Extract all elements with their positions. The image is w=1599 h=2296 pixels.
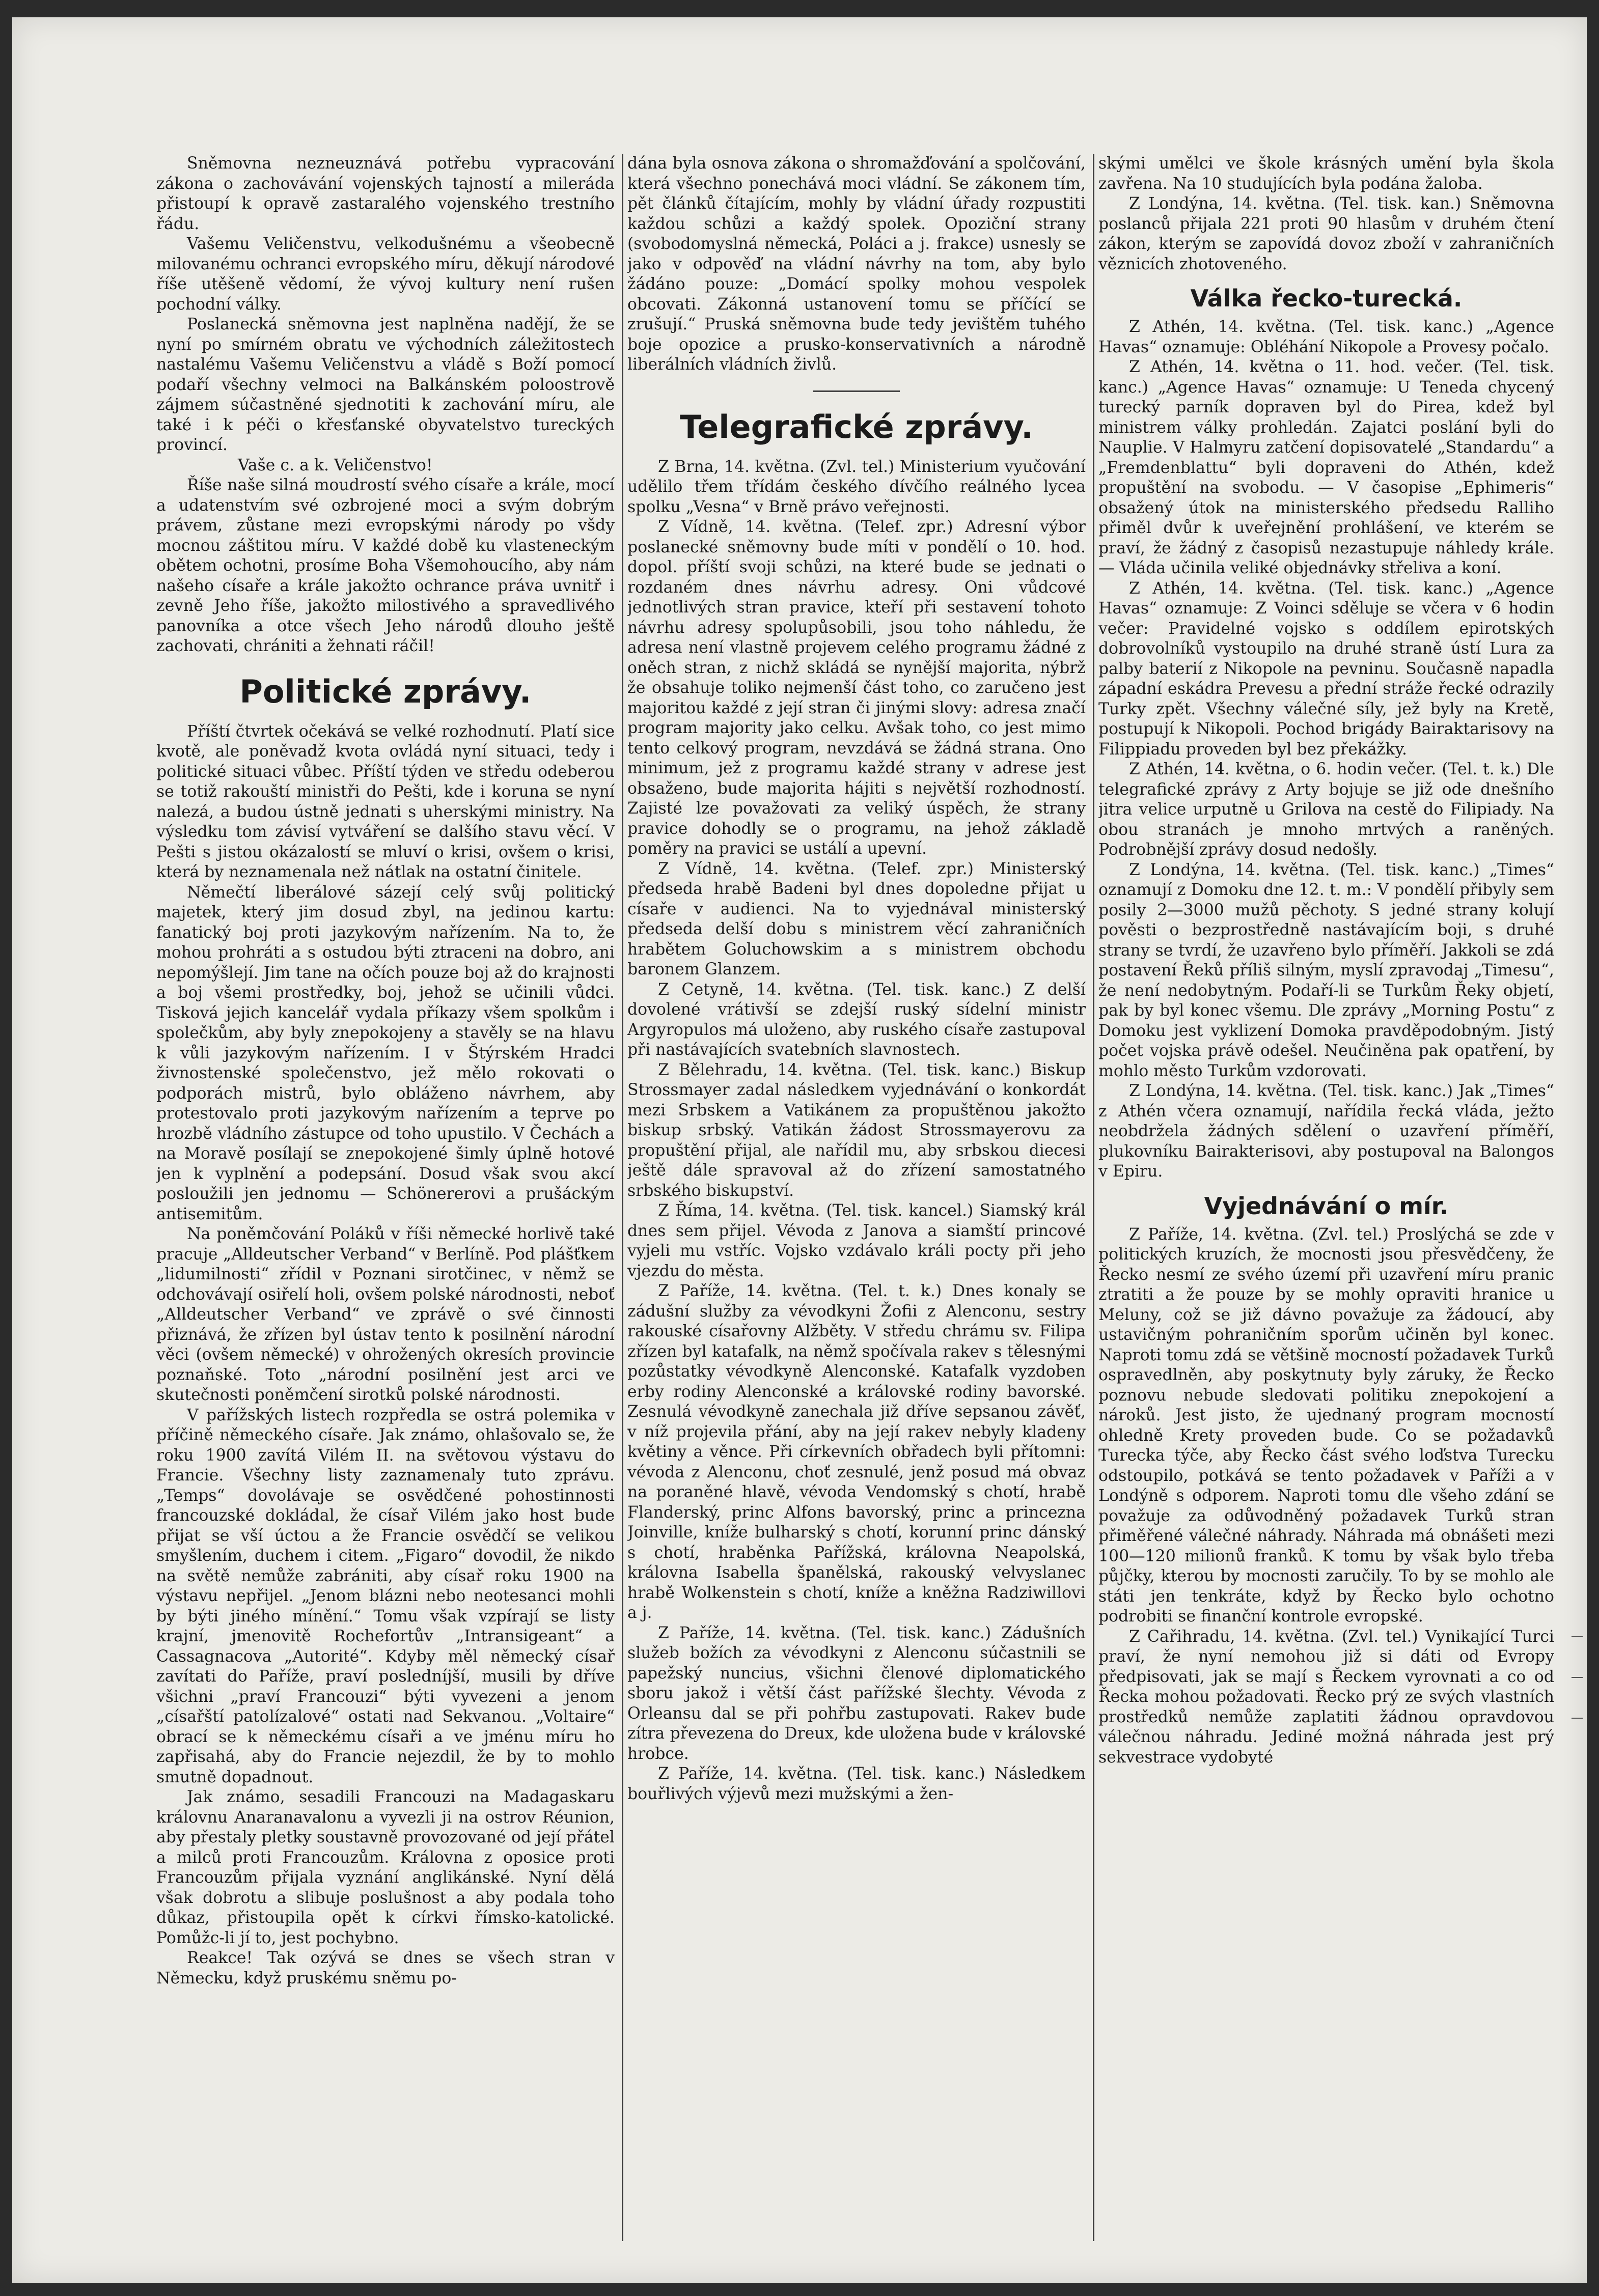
paragraph: Z Londýna, 14. května. (Tel. tisk. kanc.) Jak „Times“ z Athén včera oznamují, nařídila řecká vláda, ježto neobdržela žádných sdělení o uzavření příměří, plukovníku Bairakterisovi, aby postupoval na Balongos v Epiru. xyxy=(1098,1082,1554,1181)
section-heading-politicke-zpravy: Politické zprávy. xyxy=(239,673,532,710)
paragraph: Říše naše silná moudrostí svého císaře a krále, mocí a udatenstvím své ozbrojené moci a svým dobrým právem, zůstane mezi evropskými národy po všdy mocnou záštitou míru. V každé době ku vlasteneckým obětem ochotni, prosíme Boha Všemohoucího, aby nám našeho císaře a krále jakožto ochrance práva uvnitř i zevně Jeho říše, jakožto milostivého a spravedlivého panovníka a otce všech Jeho národů dlouho ještě zachovati, chrániti a žehnati ráčil! xyxy=(156,476,615,655)
paragraph: Na poněmčování Poláků v říši německé horlivě také pracuje „Alldeutscher Verband“ v Berlíně. Pod plášťkem „lidumilnosti“ zřídil v Poznani sirotčinec, v němž se odchovávají osiřelí holi, ovšem polské národnosti, neboť „Alldeutscher Verband“ ve zprávě o své činnosti přiznává, že zřízen byl ústav tento k posilnění národní věci (ovšem německé) v ohrožených okresích provincie poznaňské. Toto „národní posilnění jest arci ve skutečnosti poněmčení sirotků polské národnosti. xyxy=(156,1225,615,1404)
paragraph: Vašemu Veličenstvu, velkodušnému a všeobecně milovanému ochranci evropského míru, děkují národové říše utěšeně vědomí, že vývoj kultury není rušen pochodní války. xyxy=(156,235,615,314)
paragraph: Příští čtvrtek očekává se velké rozhodnutí. Platí sice kvotě, ale poněvadž kvota ovládá nyní situaci, tedy i politické situaci vůbec. Příští týden ve středu odeberou se totiž rakouští ministři do Pešti, kde i koruna se nyní nalezá, a budou ústně jednati s uherskými ministry. Na výsledku tom závisí vytváření se dalšího stavu věcí. V Pešti s jistou okázalostí se mluví o krisi, ovšem o krisi, která by neznamenala než nátlak na ostatní činitele. xyxy=(156,722,615,881)
column-divider xyxy=(1093,154,1094,2241)
paragraph: Z Athén, 14. května o 11. hod. večer. (Tel. tisk. kanc.) „Agence Havas“ oznamuje: U Teneda chycený turecký parník dopraven byl do Pirea, kdež byl ministrem války prohledán. Zajatci poslání byli do Nauplie. V Halmyru zatčení dopisovatelé „Standardu“ a „Fremdenblattu“ byli dopraveni do Athén, kdež propuštění na svobodu. — V časopise „Ephimeris“ obsažený útok na ministerského předsedu Ralliho přiměl dvůr k uveřejnění prohlášení, ve kterém se praví, že žádný z časopisů nezastupuje náhledy krále. — Vláda učinila veliké objednávky střeliva a koní. xyxy=(1098,358,1554,577)
paragraph: Z Athén, 14. května. (Tel. tisk. kanc.) „Agence Havas“ oznamuje: Z Voinci sděluje se včera v 6 hodin večer: Pravidelné vojsko s oddílem epirotských dobrovolníků vystoupilo na druhé straně ústí Lura za palby baterií z Nikopole na pevninu. Současně napadla západní eskádra Prevesu a přední stráže řecké odrazily Turky zpět. Všechny válečné síly, jež byly na Kretě, postupují k Nikopoli. Pochod brigády Bairaktarisovy na Filippiadu proveden byl bez překážky. xyxy=(1098,579,1554,759)
paragraph: Jak známo, sesadili Francouzi na Madagaskaru královnu Anaranavalonu a vyvezli ji na ostrov Réunion, aby přestaly pletky soustavně provozované od její přátel a milců proti Francouzům. Královna z oposice proti Francouzům přijala vyznání anglikánské. Nyní dělá však dobrotu a slibuje poslušnost a aby podala toho důkaz, přistoupila opět k církvi římsko-katolické. Pomůžc-li jí to, jest pochybno. xyxy=(156,1788,615,1947)
column-2 xyxy=(627,154,1086,2256)
section-heading-telegraficke-zpravy: Telegrafické zprávy. xyxy=(680,408,1033,445)
paragraph: Z Londýna, 14. května. (Tel. tisk. kanc.) „Times“ oznamují z Domoku dne 12. t. m.: V pondělí přibyly sem posily 2—3000 mužů pěchoty. S jedné strany kolují pověsti o bezprostředně nastávajícím boji, s druhé strany se tvrdí, že uzavřeno bylo příměří. Jakkoli se zdá postavení Řeků příliš silným, myslí zpravodaj „Timesu“, že není nedobytným. Podaří-li se Turkům Řeky objetí, pak by byl konec všemu. Dle zprávy „Morning Postu“ z Domoku jest vyklizení Domoka pravděpodobným. Jistý počet vojska právě odešel. Neučiněna pak opatření, by mohlo město Turkům vzdorovati. xyxy=(1098,860,1554,1080)
section-heading-valka: Válka řecko-turecká. xyxy=(1190,285,1463,312)
column-1 xyxy=(156,154,615,2256)
paragraph: Z Athén, 14. května, o 6. hodin večer. (Tel. t. k.) Dle telegrafické zprávy z Arty bojuje se již ode dnešního jitra velice urputně u Grilova na cestě do Filipiady. Na obou stranách je mnoho mrtvých a raněných. Podrobnější zprávy dosud nedošly. xyxy=(1098,760,1554,859)
separator-line xyxy=(813,390,900,392)
column-3 xyxy=(1098,154,1554,2256)
paragraph: Z Londýna, 14. května. (Tel. tisk. kan.) Sněmovna poslanců přijala 221 proti 90 hlasům v druhém čtení zákon, kterým se zapovídá dovoz zboží v zahraničních věznicích zhotoveného. xyxy=(1098,194,1554,273)
paragraph: Z Cetyně, 14. května. (Tel. tisk. kanc.) Z delší dovolené vrátivší se zdejší ruský sídelní ministr Argyropulos má uloženo, aby ruského císaře zastupoval při nastávajících svatebních slavnostech. xyxy=(627,980,1086,1059)
paragraph: Vaše c. a k. Veličenstvo! xyxy=(238,456,433,474)
edge-mark xyxy=(1572,1636,1583,1637)
paragraph: Z Říma, 14. května. (Tel. tisk. kancel.) Siamský král dnes sem přijel. Vévoda z Janova a siamští princové vyjeli mu vstříc. Vojsko vzdávalo králi pocty při jeho vjezdu do města. xyxy=(627,1201,1086,1280)
paragraph: Z Cařihradu, 14. května. (Zvl. tel.) Vynikající Turci praví, že nyní nemohou již si dáti od Evropy předpisovati, jak se mají s Řeckem vyrovnati a co od Řecka mohou požadovati. Řecko prý ze svých vlastních prostředků nemůže zaplatiti žádnou opravdovou válečnou náhradu. Jediné možná náhrada jest prý sekvestrace vydobyté xyxy=(1098,1627,1554,1767)
paragraph: Reakce! Tak ozývá se dnes se všech stran v Německu, když pruskému sněmu po- xyxy=(156,1949,615,1987)
paragraph: Z Paříže, 14. května. (Zvl. tel.) Proslýchá se zde v politických kruzích, že mocnosti jsou přesvědčeny, že Řecko nesmí ze svého území při uzavření míru pranic ztratiti a že pouze by se mohly opraviti hranice u Meluny, což se již dávno považuje za žádoucí, aby ustavičným pohraničním sporům učiněn byl konec. Naproti tomu zdá se většině mocností požadavek Turků ospravedlněn, aby poskytnuty byly záruky, že Řecko poznovu nebude sledovati politiku znepokojení a nároků. Jest jisto, že ujednaný program mocností ohledně Krety proveden bude. Co se požadavků Turecka týče, aby Řecko část svého loďstva Turecku odstoupilo, potkává se tento požadavek v Paříži a v Londýně s odporem. Naproti tomu dle všeho zdání se považuje za odůvodněný požadavek Turků stran přiměřené válečné náhrady. Náhrada má obnášeti mezi 100—120 milionů franků. K tomu by však bylo třeba půjčky, kterou by mocnosti zaručily. To by se mohlo ale státi jen tenkráte, když by Řecko bylo ochotno podrobiti se finanční kontrole evropské. xyxy=(1098,1225,1554,1626)
edge-mark xyxy=(1572,1677,1583,1678)
paragraph: Z Vídně, 14. května. (Telef. zpr.) Adresní výbor poslanecké sněmovny bude míti v pondělí o 10. hod. dopol. příští svoji schůzi, na které bude se jednati o rozdaném dnes návrhu adresy. Oni vůdcové jednotlivých stran pravice, kteří při sestavení tohoto návrhu adresy spolupůsobili, jsou toho náhledu, že adresa není vlastně projevem celého programu žádné z oněch stran, z nichž skládá se nynější majorita, nýbrž že obsahuje toliko nejmenší část toho, co zaručeno jest majoritou každé z její stran či jinými slovy: adresa značí program majority jako celku. Avšak toho, co jest mimo tento celkový program, nevzdává se žádná strana. Ono minimum, jež z programu každé strany v adrese jest obsaženo, bude majorita hájiti s největší rozhodností. Zajisté lze považovati za veliký úspěch, že strany pravice dohodly se o programu, na jehož základě poměry na pravici se ustálí a upevní. xyxy=(627,518,1086,858)
paragraph: skými umělci ve škole krásných umění byla škola zavřena. Na 10 studujících byla podána žaloba. xyxy=(1098,154,1554,193)
paragraph: Z Brna, 14. května. (Zvl. tel.) Ministerium vyučování udělilo třem třídám českého dívčího reálného lycea spolku „Vesna“ v Brně právo veřejnosti. xyxy=(627,457,1086,516)
paragraph: Z Paříže, 14. května. (Tel. tisk. kanc.) Následkem bouřlivých výjevů mezi mužskými a žen- xyxy=(627,1765,1086,1803)
paragraph: Z Paříže, 14. května. (Tel. tisk. kanc.) Zádušních služeb božích za vévodkyni z Alenconu súčastnili se papežský nuncius, všichni členové diplomatického sboru jakož i větší část pařížské šlechty. Vévoda z Orleansu dal se při pohřbu zastupovati. Rakev bude zítra převezena do Dreux, kde uložena bude v královské hrobce. xyxy=(627,1623,1086,1763)
column-divider xyxy=(622,154,623,2241)
paragraph: Z Vídně, 14. května. (Telef. zpr.) Ministerský předseda hrabě Badeni byl dnes dopoledne přijat u císaře v audienci. Na to vyjednával ministerský předseda delší dobu s ministrem věcí zahraničních hrabětem Goluchowskim a s ministrem obchodu baronem Glanzem. xyxy=(627,859,1086,978)
paragraph: Z Athén, 14. května. (Tel. tisk. kanc.) „Agence Havas“ oznamuje: Obléhání Nikopole a Provesy počalo. xyxy=(1098,318,1554,356)
paragraph: Poslanecká sněmovna jest naplněna nadějí, že se nyní po smírném obratu ve východních záležitostech nastalému Vašemu Veličenstvu a vládě s Boží pomocí podaří všechny velmoci na Balkánském poloostrově zájmem súčastněné sjednotiti k zachování míru, ale také i k péči o křesťanské obyvatelstvo tureckých provincí. xyxy=(156,315,615,454)
newspaper-page xyxy=(12,17,1587,2283)
paragraph: Němečtí liberálové sázejí celý svůj politický majetek, který jim dosud zbyl, na jedinou kartu: fanatický boj proti jazykovým nařízením. Na to, že mohou prohráti a s ostudou býti ztraceni na dobro, ani nepomýšlejí. Jim tane na očích pouze boj až do krajnosti a boj všemi prostředky, boj, jehož se učinili vůdci. Tisková jejich kancelář vydala příkazy všem spolkům i společkům, aby byly znepokojeny a stavěly se na hlavu k vůli jazykovým nařízením. I v Štýrském Hradci živnostenské společenstvo, jež mělo rokovati o podporách mistrů, bylo obláženo návrhem, aby protestovalo proti jazykovým nařízením a teprve po hrozbě vládního zástupce od toho upustilo. V Čechách a na Moravě posílají se znepokojené šimly úplně hotové jen k vyplnění a podepsání. Dosud však svou akcí posloužili jen jednomu — Schönererovi a prušáckým antisemitům. xyxy=(156,883,615,1223)
paragraph: Sněmovna nezneuznává potřebu vypracování zákona o zachovávání vojenských tajností a milerádа přistoupí k opravě zastaralého vojenského trestního řádu. xyxy=(156,154,615,233)
paragraph: Z Paříže, 14. května. (Tel. t. k.) Dnes konaly se zádušní služby za vévodkyni Žofii z Alenconu, sestry rakouské císařovny Alžběty. V středu chrámu sv. Filipa zřízen byl katafalk, na němž spočívala rakev s tělesnými pozůstatky vévodkyně Alenconské. Katafalk vyzdoben erby rodiny Alenconské a královské rodiny bavorské. Zesnulá vévodkyně zanechala již dříve sepsanou závěť, v níž projevila přání, aby na její rakev nebyly kladeny květiny a věnce. Při církevních obřadech byli přítomni: vévoda z Alenconu, choť zesnulé, jenž posud má obvaz na poraněné hlavě, vévoda Vendomský s chotí, hrabě Flanderský, princ Alfons bavorský, princ a princezna Joinville, kníže bulharský s chotí, korunní princ dánský s chotí, hraběnka Pařížská, královna Neapolská, královna Isabella španělská, rakouský velvyslanec hrabě Wolkenstein s chotí, kníže a kněžna Radziwillovi a j. xyxy=(627,1282,1086,1622)
paragraph: Z Bělehradu, 14. května. (Tel. tisk. kanc.) Biskup Strossmayer zadal následkem vyjednávání o konkordát mezi Srbskem a Vatikánem za propuštěnou jakožto biskup srbský. Vatikán žádost Strossmayerovu za propuštění přijal, ale nařídil mu, aby srbskou diecesi ještě dále spravoval až do zřízení samostatného srbského biskupství. xyxy=(627,1060,1086,1200)
section-heading-vyjednavani: Vyjednávání o mír. xyxy=(1204,1192,1449,1220)
paragraph: dána byla osnova zákona o shromažďování a spolčování, která všechno ponechává moci vládní. Se zákonem tím, pět článků čítajícím, mohly by vládní úřady rozpustiti každou schůzi a každý spolek. Opoziční strany (svobodomyslná německá, Poláci a j. frakce) usnesly se jako v odpověď na vládní návrhy na tom, aby bylo žádáno pouze: „Domácí spolky mohou vespolek obcovati. Zákonná ustanovení tomu se příčící se zrušují.“ Pruská sněmovna bude tedy jevištěm tuhého boje opozice a prusko-konservativních a národně liberálních vládních živlů. xyxy=(627,154,1086,374)
paragraph: V pařížských listech rozpředla se ostrá polemika v příčině německého císaře. Jak známo, ohlašovalo se, že roku 1900 zavítá Vilém II. na světovou výstavu do Francie. Všechny listy zaznamenaly tuto zprávu. „Temps“ dovolávaje se osvědčené pohostinnosti francouzské dokládal, že císař Vilém jako host bude přijat se vší úctou a že Francie osvědčí se velikou smyšlením, duchem i citem. „Figaro“ dovodil, že nikdo na světě nemůže zabrániti, aby císař roku 1900 na výstavu nepřijel. „Jenom blázni nebo neotesanci mohli by býti jiného mínění.“ Tomu však vzpírají se listy krajní, jmenovitě Rochefortův „Intransigeant“ a Cassagnacova „Autorité“. Kdyby měl německý císař zavítati do Paříže, praví posledníjší, musili by dříve všichni „praví Francouzi“ býti vyvezeni a jenom „císařští patolízalové“ ostati nad Sekvanou. „Voltaire“ obrací se k německému císaři a ve jménu míru ho zapřisahá, aby do Francie nejezdil, že by to mohlo smutně dopadnout. xyxy=(156,1406,615,1786)
edge-mark xyxy=(1572,1718,1583,1719)
